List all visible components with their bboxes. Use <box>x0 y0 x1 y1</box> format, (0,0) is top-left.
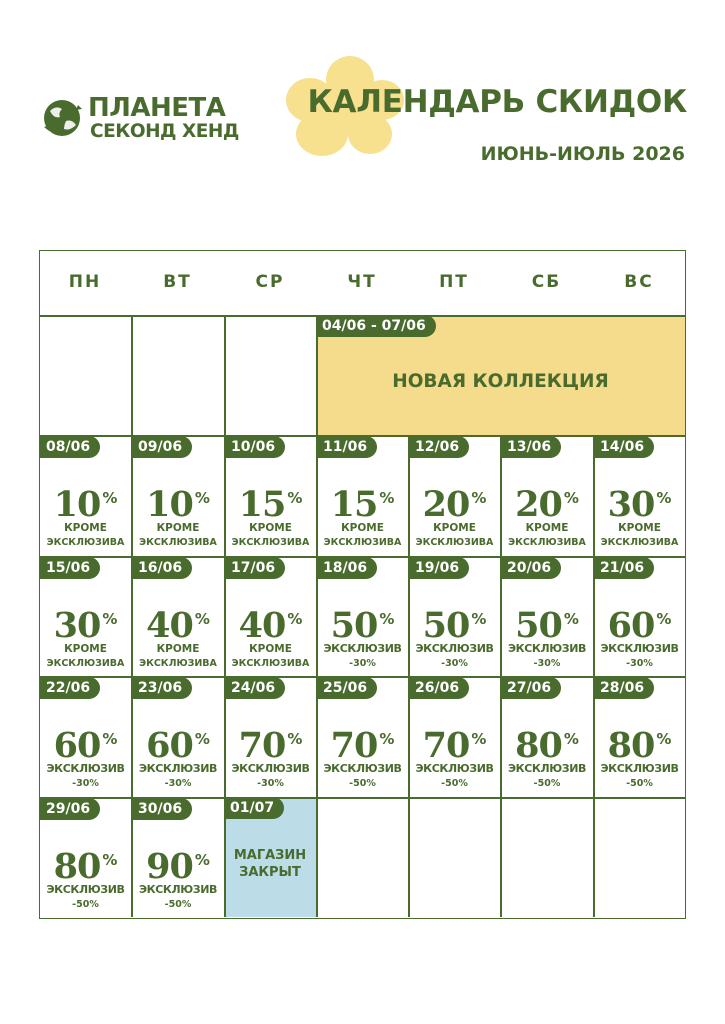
calendar-day-cell <box>40 436 131 556</box>
discount-condition: ЭКСКЛЮЗИВ <box>231 762 310 775</box>
calendar-day-cell <box>40 798 131 917</box>
date-badge: 17/06 <box>225 557 285 579</box>
percent-sign: % <box>194 610 210 628</box>
discount-value: 20 <box>422 484 470 525</box>
discount-condition: ЭКСКЛЮЗИВ <box>415 642 494 655</box>
discount-percent <box>225 480 316 523</box>
discount-condition-detail: ЭКСКЛЮЗИВА <box>415 537 494 548</box>
discount-condition-detail: -50% <box>533 778 561 789</box>
date-badge: 20/06 <box>501 557 561 579</box>
brand-name-line2: СЕКОНД ХЕНД <box>90 121 239 142</box>
discount-condition-detail: ЭКСКЛЮЗИВА <box>46 537 125 548</box>
discount-condition: ЭКСКЛЮЗИВ <box>600 762 679 775</box>
discount-percent <box>132 721 224 764</box>
discount-condition: ЭКСКЛЮЗИВ <box>46 762 125 775</box>
discount-condition: КРОМЕ <box>341 522 384 534</box>
calendar-day-cell <box>132 436 224 556</box>
discount-percent <box>594 601 685 644</box>
weekday-header: ПТ <box>439 272 469 292</box>
calendar-day-cell <box>317 677 408 797</box>
discount-condition-detail: ЭКСКЛЮЗИВА <box>231 537 310 548</box>
discount-condition-detail: -50% <box>626 778 653 789</box>
discount-value: 70 <box>238 725 286 766</box>
percent-sign: % <box>287 730 303 748</box>
discount-percent <box>317 480 408 523</box>
discount-condition: КРОМЕ <box>64 643 107 655</box>
date-badge: 01/07 <box>224 797 284 819</box>
date-badge: 21/06 <box>594 557 654 579</box>
new-collection-block <box>316 315 685 435</box>
discount-value: 80 <box>607 725 655 766</box>
date-badge: 18/06 <box>317 557 377 579</box>
date-badge: 28/06 <box>594 677 654 699</box>
date-badge: 29/06 <box>40 798 100 820</box>
discount-condition: КРОМЕ <box>64 522 107 534</box>
discount-value: 50 <box>330 605 378 646</box>
discount-condition: КРОМЕ <box>156 522 200 534</box>
date-badge: 23/06 <box>132 677 192 699</box>
percent-sign: % <box>656 610 672 628</box>
percent-sign: % <box>563 489 579 507</box>
discount-value: 90 <box>146 846 193 887</box>
store-closed-line1: МАГАЗИН <box>233 848 307 863</box>
discount-condition-detail: -30% <box>164 778 192 789</box>
date-badge: 09/06 <box>132 436 192 458</box>
discount-condition-detail: ЭКСКЛЮЗИВА <box>600 537 679 548</box>
percent-sign: % <box>379 489 395 507</box>
discount-value: 20 <box>515 484 562 525</box>
percent-sign: % <box>194 489 210 507</box>
percent-sign: % <box>102 489 118 507</box>
weekday-header: ПН <box>68 272 102 292</box>
discount-condition: КРОМЕ <box>433 522 476 534</box>
discount-value: 80 <box>515 725 562 766</box>
discount-value: 30 <box>607 484 655 525</box>
calendar-day-cell <box>501 557 593 676</box>
discount-condition: ЭКСКЛЮЗИВ <box>508 762 586 775</box>
discount-percent <box>501 601 593 644</box>
date-badge: 10/06 <box>225 436 285 458</box>
percent-sign: % <box>656 489 672 507</box>
discount-condition: ЭКСКЛЮЗИВ <box>323 762 402 775</box>
weekday-header: ЧТ <box>347 272 377 292</box>
calendar-day-cell <box>409 436 500 556</box>
discount-value: 50 <box>515 605 562 646</box>
discount-percent <box>40 480 131 523</box>
discount-percent <box>501 721 593 764</box>
store-closed-cell <box>224 797 316 917</box>
percent-sign: % <box>471 610 487 628</box>
percent-sign: % <box>102 851 118 869</box>
date-badge: 15/06 <box>40 557 100 579</box>
date-badge: 11/06 <box>317 436 377 458</box>
discount-percent <box>594 480 685 523</box>
calendar-day-cell <box>225 436 316 556</box>
discount-value: 10 <box>146 484 193 525</box>
discount-condition-detail: ЭКСКЛЮЗИВА <box>139 537 217 548</box>
calendar-day-cell <box>225 677 316 797</box>
discount-value: 60 <box>607 605 655 646</box>
discount-condition-detail: -30% <box>626 658 653 669</box>
calendar-day-cell <box>40 557 131 676</box>
date-badge: 27/06 <box>501 677 561 699</box>
discount-percent <box>409 480 500 523</box>
discount-condition-detail: -30% <box>72 778 99 789</box>
calendar-day-cell <box>594 436 685 556</box>
discount-condition-detail: -30% <box>257 778 284 789</box>
discount-condition-detail: ЭКСКЛЮЗИВА <box>139 658 217 669</box>
discount-percent <box>225 721 316 764</box>
discount-percent <box>40 842 131 885</box>
discount-condition: КРОМЕ <box>618 522 661 534</box>
discount-value: 30 <box>53 605 101 646</box>
weekday-header: ВТ <box>163 272 192 292</box>
discount-percent <box>40 721 131 764</box>
percent-sign: % <box>471 730 487 748</box>
discount-value: 40 <box>146 605 193 646</box>
calendar-day-cell <box>594 677 685 797</box>
percent-sign: % <box>379 730 395 748</box>
calendar-day-cell <box>225 557 316 676</box>
discount-condition: КРОМЕ <box>249 643 292 655</box>
discount-condition: КРОМЕ <box>156 643 200 655</box>
discount-condition: ЭКСКЛЮЗИВ <box>139 762 217 775</box>
percent-sign: % <box>379 610 395 628</box>
discount-condition: ЭКСКЛЮЗИВ <box>508 642 586 655</box>
calendar-day-cell <box>132 798 224 917</box>
percent-sign: % <box>102 730 118 748</box>
discount-percent <box>132 480 224 523</box>
discount-condition-detail: -30% <box>533 658 561 669</box>
discount-percent <box>501 480 593 523</box>
discount-condition-detail: ЭКСКЛЮЗИВА <box>46 658 125 669</box>
discount-percent <box>132 842 224 885</box>
percent-sign: % <box>656 730 672 748</box>
discount-condition-detail: -50% <box>164 899 192 910</box>
date-badge: 22/06 <box>40 677 100 699</box>
percent-sign: % <box>563 730 579 748</box>
discount-condition: ЭКСКЛЮЗИВ <box>139 883 217 896</box>
calendar-day-cell <box>501 436 593 556</box>
date-badge: 25/06 <box>317 677 377 699</box>
date-badge: 08/06 <box>40 436 100 458</box>
discount-condition-detail: -30% <box>441 658 468 669</box>
calendar-day-cell <box>317 557 408 676</box>
discount-percent <box>409 601 500 644</box>
discount-condition: ЭКСКЛЮЗИВ <box>600 642 679 655</box>
weekday-header: СБ <box>531 272 562 292</box>
discount-percent <box>225 601 316 644</box>
discount-condition-detail: ЭКСКЛЮЗИВА <box>508 537 586 548</box>
discount-condition-detail: -50% <box>349 778 376 789</box>
date-badge: 16/06 <box>132 557 192 579</box>
calendar-day-cell <box>132 557 224 676</box>
new-collection-label: НОВАЯ КОЛЛЕКЦИЯ <box>392 371 609 392</box>
discount-value: 60 <box>146 725 193 766</box>
discount-value: 70 <box>422 725 470 766</box>
percent-sign: % <box>287 610 303 628</box>
grid-line <box>39 315 686 317</box>
date-badge: 24/06 <box>225 677 285 699</box>
discount-condition: ЭКСКЛЮЗИВ <box>323 642 402 655</box>
discount-percent <box>132 601 224 644</box>
brand-name-line1: ПЛАНЕТА <box>88 93 226 123</box>
calendar-day-cell <box>409 677 500 797</box>
store-closed-label <box>224 847 316 881</box>
page-subtitle: ИЮНЬ-ИЮЛЬ 2026 <box>480 143 685 165</box>
date-badge: 14/06 <box>594 436 654 458</box>
discount-value: 80 <box>53 846 101 887</box>
weekday-header: СР <box>255 272 285 292</box>
store-closed-line2: ЗАКРЫТ <box>239 865 301 880</box>
date-badge: 19/06 <box>409 557 469 579</box>
brand-logo <box>40 95 240 145</box>
discount-condition-detail: ЭКСКЛЮЗИВА <box>323 537 402 548</box>
date-badge: 04/06 - 07/06 <box>316 315 436 337</box>
discount-percent <box>40 601 131 644</box>
discount-value: 70 <box>330 725 378 766</box>
discount-condition: ЭКСКЛЮЗИВ <box>415 762 494 775</box>
calendar-day-cell <box>501 677 593 797</box>
calendar-day-cell <box>594 557 685 676</box>
discount-percent <box>317 721 408 764</box>
date-badge: 26/06 <box>409 677 469 699</box>
discount-percent <box>594 721 685 764</box>
percent-sign: % <box>471 489 487 507</box>
discount-condition: КРОМЕ <box>525 522 569 534</box>
date-badge: 12/06 <box>409 436 469 458</box>
date-badge: 30/06 <box>132 798 192 820</box>
discount-condition-detail: -50% <box>72 899 99 910</box>
calendar-day-cell <box>317 436 408 556</box>
discount-condition-detail: ЭКСКЛЮЗИВА <box>231 658 310 669</box>
page-title: КАЛЕНДАРЬ СКИДОК <box>307 84 687 120</box>
discount-value: 15 <box>238 484 286 525</box>
date-badge: 13/06 <box>501 436 561 458</box>
percent-sign: % <box>194 851 210 869</box>
discount-value: 40 <box>238 605 286 646</box>
discount-value: 50 <box>422 605 470 646</box>
discount-percent <box>409 721 500 764</box>
planet-recycle-icon <box>40 97 88 139</box>
calendar-day-cell <box>409 557 500 676</box>
percent-sign: % <box>563 610 579 628</box>
discount-value: 15 <box>330 484 378 525</box>
percent-sign: % <box>287 489 303 507</box>
percent-sign: % <box>102 610 118 628</box>
discount-condition-detail: -30% <box>349 658 376 669</box>
percent-sign: % <box>194 730 210 748</box>
discount-value: 10 <box>53 484 101 525</box>
discount-value: 60 <box>53 725 101 766</box>
weekday-header: ВС <box>624 272 654 292</box>
calendar-day-cell <box>132 677 224 797</box>
discount-calendar <box>39 250 686 919</box>
discount-condition: КРОМЕ <box>249 522 292 534</box>
discount-condition: ЭКСКЛЮЗИВ <box>46 883 125 896</box>
discount-percent <box>317 601 408 644</box>
calendar-day-cell <box>40 677 131 797</box>
discount-condition-detail: -50% <box>441 778 468 789</box>
